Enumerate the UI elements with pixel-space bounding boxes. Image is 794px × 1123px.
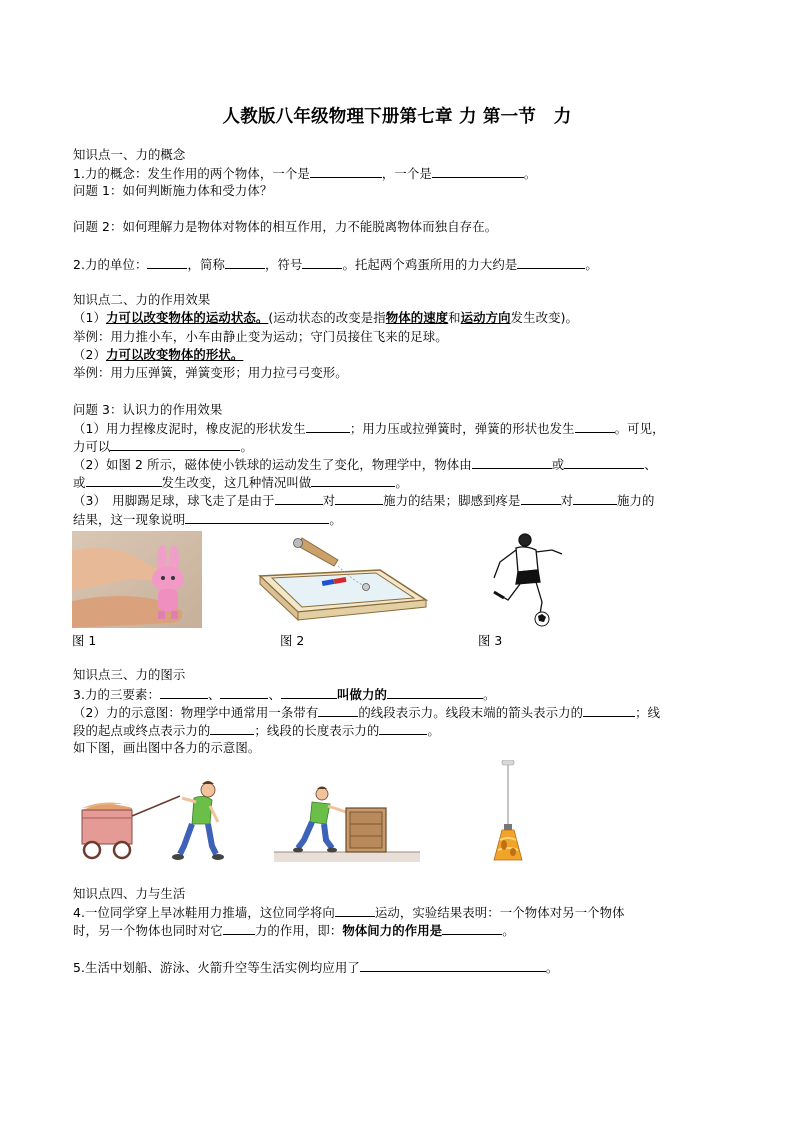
answer-blank[interactable] <box>147 255 187 269</box>
question-line: 2.力的单位： ，简称 ，符号 。托起两个鸡蛋所用的力大约是 。 <box>73 257 598 272</box>
answer-blank[interactable] <box>160 685 208 699</box>
question-line: 力可以 。 <box>73 439 253 454</box>
question-line: 时，另一个物体也同时对它 力的作用，即：物体间力的作用是 。 <box>73 923 515 938</box>
answer-blank[interactable] <box>210 721 254 735</box>
question-line: 5.生活中划船、游泳、火箭升空等生活实例均应用了 。 <box>73 960 559 975</box>
answer-blank[interactable] <box>564 455 644 469</box>
box-pushing-figure <box>274 782 420 864</box>
answer-blank[interactable] <box>335 491 383 505</box>
answer-blank[interactable] <box>575 419 615 433</box>
answer-blank[interactable] <box>517 255 585 269</box>
answer-blank[interactable] <box>379 721 427 735</box>
answer-blank[interactable] <box>442 921 502 935</box>
answer-blank[interactable] <box>281 685 337 699</box>
answer-blank[interactable] <box>318 703 358 717</box>
hand-toy-photo <box>72 531 202 628</box>
text-line: 举例：用力推小车，小车由静止变为运动；守门员接住飞来的足球。 <box>73 329 448 344</box>
answer-blank[interactable] <box>110 437 240 451</box>
question-line: （2）力的示意图：物理学中通常用一条带有 的线段表示力。线段末端的箭头表示力的 ；线 <box>73 705 661 720</box>
question-line: 段的起点或终点表示力的 ；线段的长度表示力的 。 <box>73 723 440 738</box>
answer-blank[interactable] <box>360 958 546 972</box>
section-heading-1: 知识点一、力的概念 <box>73 147 186 162</box>
text-line: （1）力可以改变物体的运动状态。(运动状态的改变是指物体的速度和运动方向发生改变)。 <box>73 310 579 325</box>
question-line: 问题 2：如何理解力是物体对物体的相互作用，力不能脱离物体而独自存在。 <box>73 219 498 234</box>
answer-blank[interactable] <box>521 491 561 505</box>
answer-blank[interactable] <box>306 419 350 433</box>
answer-blank[interactable] <box>220 685 268 699</box>
text-line: 如下图，画出图中各力的示意图。 <box>73 740 261 755</box>
section-heading-4: 知识点三、力的图示 <box>73 667 186 682</box>
answer-blank[interactable] <box>583 703 635 717</box>
question-line: 结果，这一现象说明 。 <box>73 512 342 527</box>
question-line: （3） 用脚踢足球，球飞走了是由于 对 施力的结果；脚感到疼是 对 施力的 <box>73 493 655 508</box>
section-heading-5: 知识点四、力与生活 <box>73 886 186 901</box>
answer-blank[interactable] <box>573 491 617 505</box>
question-line: 问题 1：如何判断施力体和受力体？ <box>73 183 273 198</box>
answer-blank[interactable] <box>275 491 323 505</box>
question-line: 3.力的三要素： 、 、 叫做力的 。 <box>73 687 496 702</box>
answer-blank[interactable] <box>86 473 162 487</box>
answer-blank[interactable] <box>223 921 255 935</box>
page-title: 人教版八年级物理下册第七章 力 第一节 力 <box>222 107 572 127</box>
answer-blank[interactable] <box>185 510 329 524</box>
magnet-table-figure <box>258 534 428 624</box>
answer-blank[interactable] <box>311 473 395 487</box>
section-heading-2: 知识点二、力的作用效果 <box>73 292 211 307</box>
answer-blank[interactable] <box>310 164 382 178</box>
section-heading-3: 问题 3：认识力的作用效果 <box>73 402 223 417</box>
answer-blank[interactable] <box>387 685 483 699</box>
answer-blank[interactable] <box>225 255 265 269</box>
text-line: （2）力可以改变物体的形状。 <box>73 347 244 362</box>
figure-caption: 图 3 <box>478 633 503 648</box>
question-line: （1）用力捏橡皮泥时，橡皮泥的形状发生 ；用力压或拉弹簧时，弹簧的形状也发生 。可见， <box>73 421 665 436</box>
question-line: 4.一位同学穿上旱冰鞋用力推墙，这位同学将向 运动，实验结果表明：一个物体对另一个物体 <box>73 905 625 920</box>
answer-blank[interactable] <box>432 164 524 178</box>
question-line: 1.力的概念：发生作用的两个物体，一个是 ，一个是 。 <box>73 166 537 181</box>
text-line: 举例：用力压弹簧，弹簧变形；用力拉弓弓变形。 <box>73 365 348 380</box>
figure-caption: 图 2 <box>280 633 305 648</box>
cart-pulling-figure <box>76 776 236 864</box>
answer-blank[interactable] <box>302 255 342 269</box>
question-line: 或 发生改变，这几种情况叫做 。 <box>73 475 408 490</box>
hanging-lamp-figure <box>488 760 528 864</box>
answer-blank[interactable] <box>335 903 375 917</box>
soccer-player-figure <box>486 530 566 628</box>
figure-caption: 图 1 <box>72 633 97 648</box>
question-line: （2）如图 2 所示，磁体使小铁球的运动发生了变化，物理学中，物体由 或 、 <box>73 457 657 472</box>
answer-blank[interactable] <box>472 455 552 469</box>
